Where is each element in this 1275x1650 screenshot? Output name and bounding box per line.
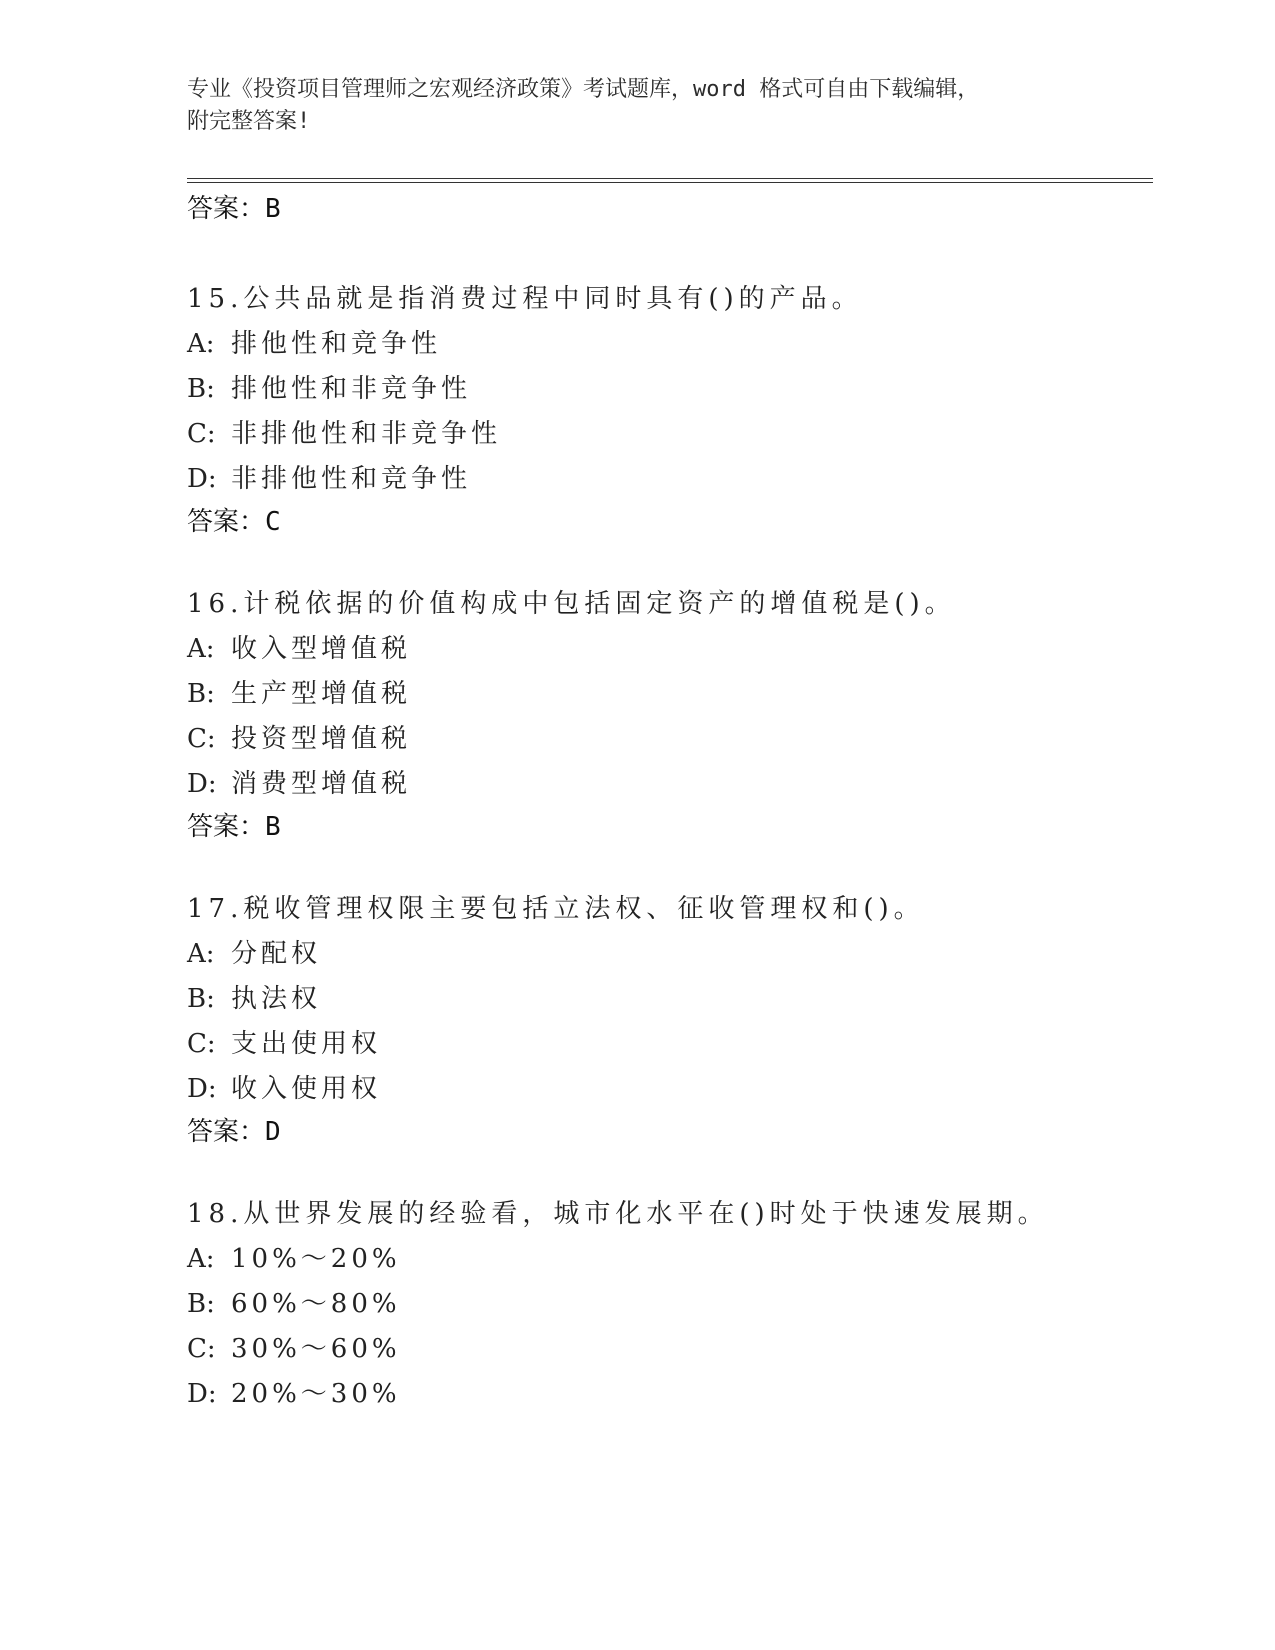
option-text: 支出使用权 [231,1029,382,1059]
option-a [187,632,1153,666]
question-answer: 答案：D [187,1117,281,1147]
option-key: B: [187,984,215,1014]
previous-answer: 答案：B [187,194,281,224]
option-c [187,417,1153,451]
option-text: 分配权 [231,939,322,969]
question-18 [187,1197,1153,1411]
option-text: 10%～20% [231,1244,401,1274]
option-a [187,1242,1153,1276]
question-answer: 答案：B [187,812,281,842]
option-key: C: [187,724,216,754]
option-b [187,677,1153,711]
option-key: C: [187,1029,216,1059]
header-line-2: 附完整答案! [187,109,311,134]
option-text: 执法权 [231,984,322,1014]
option-key: D: [187,769,217,799]
question-stem: 15.公共品就是指消费过程中同时具有()的产品。 [187,284,863,314]
option-text: 非排他性和竞争性 [231,464,472,494]
option-d [187,1377,1153,1411]
option-text: 生产型增值税 [231,679,412,709]
header-divider-top [187,178,1153,179]
option-text: 20%～30% [231,1379,401,1409]
option-key: B: [187,679,215,709]
option-text: 排他性和竞争性 [231,329,442,359]
option-text: 消费型增值税 [231,769,412,799]
question-stem: 16.计税依据的价值构成中包括固定资产的增值税是()。 [187,589,956,619]
option-key: D: [187,1074,217,1104]
question-17 [187,892,1153,1149]
option-d [187,462,1153,496]
option-key: C: [187,1334,216,1364]
option-key: A: [187,939,215,969]
option-key: D: [187,1379,217,1409]
option-b [187,982,1153,1016]
document-header [187,74,1087,138]
header-line-1: 专业《投资项目管理师之宏观经济政策》考试题库，word 格式可自由下载编辑， [187,77,980,102]
option-text: 投资型增值税 [231,724,412,754]
option-b [187,1287,1153,1321]
option-text: 收入型增值税 [231,634,412,664]
option-b [187,372,1153,406]
option-text: 收入使用权 [231,1074,382,1104]
option-key: B: [187,1289,215,1319]
option-c [187,1027,1153,1061]
option-a [187,937,1153,971]
option-text: 30%～60% [231,1334,401,1364]
option-text: 排他性和非竞争性 [231,374,472,404]
option-key: A: [187,1244,215,1274]
option-d [187,1072,1153,1106]
question-stem: 17.税收管理权限主要包括立法权、征收管理权和()。 [187,894,925,924]
option-c [187,722,1153,756]
option-key: A: [187,634,215,664]
option-text: 非排他性和非竞争性 [231,419,502,449]
option-d [187,767,1153,801]
option-key: C: [187,419,216,449]
question-15 [187,282,1153,539]
option-c [187,1332,1153,1366]
option-text: 60%～80% [231,1289,401,1319]
question-stem: 18.从世界发展的经验看，城市化水平在()时处于快速发展期。 [187,1199,1049,1229]
option-key: D: [187,464,217,494]
header-divider-bottom [187,182,1153,183]
option-key: B: [187,374,215,404]
question-16 [187,587,1153,844]
question-answer: 答案：C [187,507,281,537]
option-key: A: [187,329,215,359]
option-a [187,327,1153,361]
